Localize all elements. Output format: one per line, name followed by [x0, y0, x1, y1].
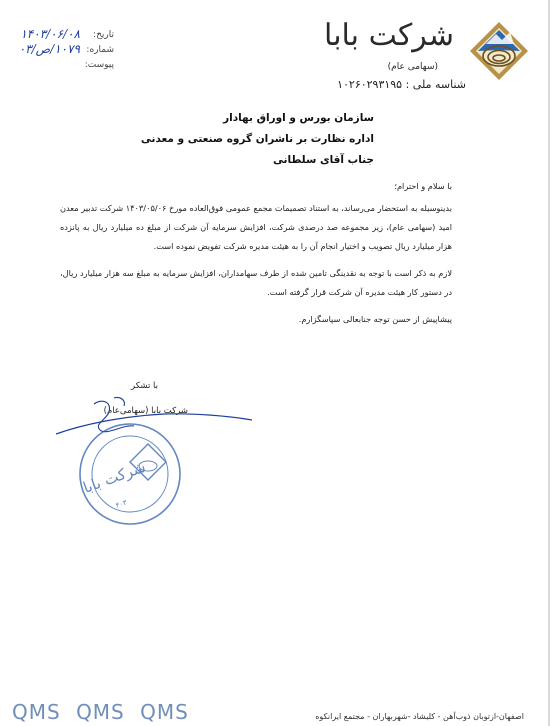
company-name: شرکت بابا: [324, 18, 454, 53]
meta-attachment-label: پیوست:: [84, 60, 114, 70]
qms-certification-marks: [12, 700, 197, 724]
stamp-text: شرکت بابا: [80, 457, 148, 497]
recipient-line: اداره نظارت بر ناشران گروه صنعتی و معدنی: [140, 133, 374, 145]
meta-number-label: شماره:: [86, 45, 114, 55]
recipient-line: جناب آقای سلطانی: [272, 154, 374, 166]
meta-number: [4, 42, 114, 60]
qms-mark: QMS: [76, 700, 125, 724]
meta-date-label: تاریخ:: [93, 30, 114, 40]
qms-mark: QMS: [140, 700, 189, 724]
national-id: شناسه ملی : ۱۰۲۶۰۲۹۳۱۹۵: [337, 78, 466, 91]
greeting: با سلام و احترام؛: [394, 181, 452, 191]
meta-number-value: ۱۰۷۹/ص/۰۳: [18, 42, 80, 56]
body-paragraph: لازم به ذکر است با توجه به نقدینگی تامین شده از طرف سهامداران، افزایش سرمایه به مبلغ سه هزار میلیارد ریال، در دستور کار هیئت مدیره آن شرکت قرار گرفته است.: [60, 268, 452, 297]
letter-meta: [4, 27, 114, 75]
sign-off: با تشکر: [131, 381, 158, 391]
company-type: (سهامی عام): [387, 62, 438, 72]
qms-mark: QMS: [12, 700, 61, 724]
company-stamp-icon: [76, 420, 184, 528]
meta-attachment: [4, 60, 114, 75]
signatory-company: شرکت بابا (سهامی‌عام): [103, 406, 188, 416]
body-paragraph: بدینوسیله به استحضار می‌رساند، به استناد تصمیمات مجمع عمومی فوق‌العاده مورخ ۱۴۰۳/۰۵/۰۶ شرکت تدبیر معدن امید (سهامی عام)، زیر مجموعه صد درصدی شرکت، افزایش سرمایه آن شرکت از مبلغ ده میلیارد ریال به پانزده هزار میلیارد ریال تصویب و اختیار انجام آن را به هیئت مدیره شرکت تفویض نموده است.: [60, 203, 452, 251]
company-logo-icon: [468, 20, 530, 82]
footer-address: اصفهان-ازتوبان ذوب‌آهن - کلیشاد -شهربهاران - مجتمع ایرانکوه: [315, 712, 524, 721]
page-edge: [548, 0, 550, 726]
recipient-line: سازمان بورس و اوراق بهادار: [223, 112, 374, 124]
closing-line: پیشاپیش از حسن توجه جنابعالی سپاسگزارم.: [298, 314, 452, 324]
stamp-code: ۴۰۳: [114, 498, 128, 510]
meta-date-value: ۱۴۰۳/۰۶/۰۸: [20, 27, 80, 41]
letter-body: [60, 181, 452, 337]
recipient-block: [141, 112, 374, 175]
